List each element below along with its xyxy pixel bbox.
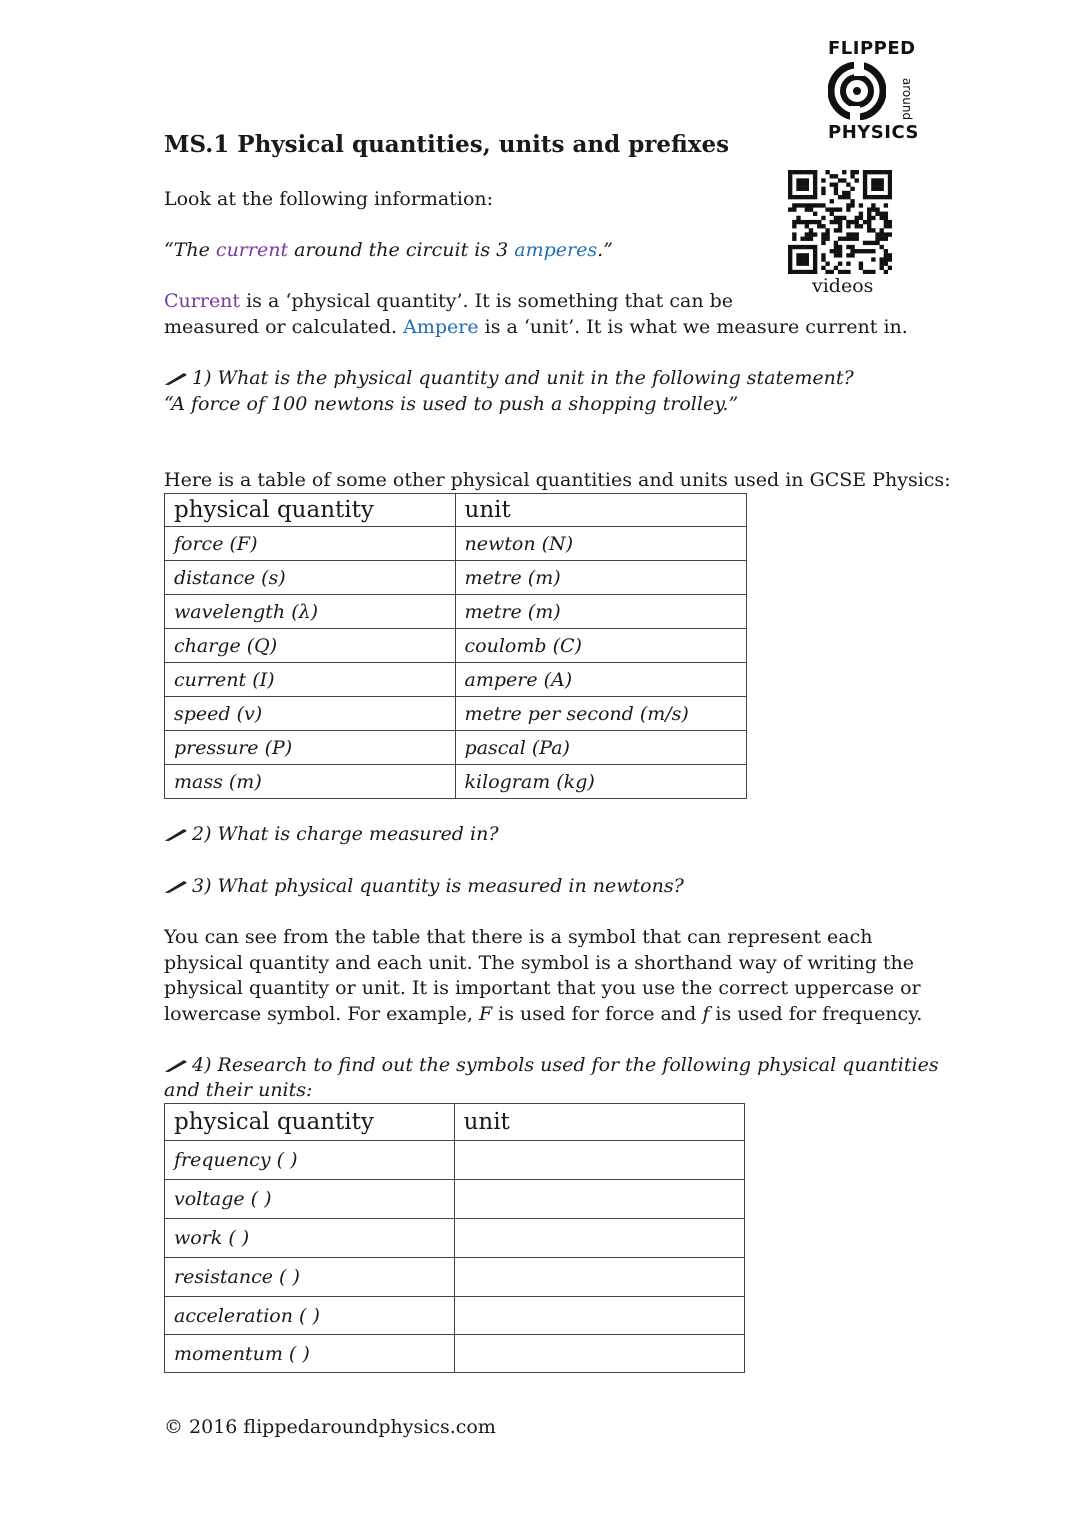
paragraph-l4b: is used for force and [492, 1003, 703, 1025]
unit-answer-cell[interactable] [454, 1335, 744, 1373]
unit-cell: ampere (A) [455, 663, 746, 697]
unit-answer-cell[interactable] [454, 1141, 744, 1180]
unit-answer-cell[interactable] [454, 1258, 744, 1297]
table-row [165, 629, 747, 663]
explain-line1-rest: is a ‘physical quantity’. It is something that can be [240, 290, 733, 312]
qr-label: videos [812, 275, 874, 297]
quote-amperes: amperes [514, 239, 598, 261]
explain-current: Current [164, 290, 241, 312]
question-3-text: 3) What physical quantity is measured in newtons? [192, 875, 684, 897]
question-4 [164, 1052, 939, 1078]
question-3 [164, 873, 684, 899]
question-4-line-2: and their units: [164, 1079, 313, 1101]
quantity-cell: voltage ( ) [165, 1180, 455, 1219]
question-1-line-2: “A force of 100 newtons is used to push a shopping trolley.” [164, 393, 739, 415]
question-4-line-1: 4) Research to find out the symbols used for the following physical quantities [192, 1054, 939, 1076]
explain-line-1 [164, 288, 733, 314]
table-row [165, 595, 747, 629]
unit-cell: metre (m) [455, 561, 746, 595]
explain-line-2 [164, 314, 908, 340]
header-physical-quantity: physical quantity [165, 1104, 455, 1141]
explain-line2-start: measured or calculated. [164, 316, 404, 338]
table-row [165, 731, 747, 765]
flipped-physics-logo [820, 38, 920, 148]
question-2-text: 2) What is charge measured in? [192, 823, 499, 845]
question-1-line-1: 1) What is the physical quantity and unit in the following statement? [192, 367, 854, 389]
pencil-icon [164, 1057, 190, 1073]
quantity-cell: mass (m) [165, 765, 456, 799]
unit-answer-cell[interactable] [454, 1297, 744, 1335]
question-1 [164, 365, 854, 391]
quantity-cell: current (I) [165, 663, 456, 697]
symbol-F: F [478, 1003, 493, 1025]
quantity-cell: speed (v) [165, 697, 456, 731]
table-row [165, 697, 747, 731]
table-row [165, 663, 747, 697]
table-row [165, 1219, 745, 1258]
quote-current: current [215, 239, 289, 261]
logo-text-top: FLIPPED [828, 38, 916, 59]
logo-text-side: around [900, 77, 915, 121]
unit-cell: metre (m) [455, 595, 746, 629]
table-header-row [165, 494, 747, 527]
pencil-icon [164, 826, 190, 842]
paragraph-l4c: is used for frequency. [709, 1003, 923, 1025]
table-row [165, 1335, 745, 1373]
explain-line2-rest: is a ‘unit’. It is what we measure current in. [478, 316, 908, 338]
quantity-cell: distance (s) [165, 561, 456, 595]
quote-text [164, 237, 613, 263]
table-row [165, 561, 747, 595]
table-row [165, 765, 747, 799]
quantity-cell: pressure (P) [165, 731, 456, 765]
table-row [165, 1297, 745, 1335]
unit-cell: pascal (Pa) [455, 731, 746, 765]
quote-open: “The [164, 239, 216, 261]
quantity-cell: frequency ( ) [165, 1141, 455, 1180]
quantity-cell: wavelength (λ) [165, 595, 456, 629]
table-row [165, 1258, 745, 1297]
header-unit: unit [455, 494, 746, 527]
pencil-icon [164, 370, 190, 386]
quantity-cell: force (F) [165, 527, 456, 561]
explain-ampere: Ampere [403, 316, 479, 338]
quantity-cell: charge (Q) [165, 629, 456, 663]
qr-code-icon[interactable] [788, 170, 892, 274]
paragraph-line-3: physical quantity or unit. It is important that you use the correct uppercase or [164, 977, 921, 999]
paragraph-line-1: You can see from the table that there is a symbol that can represent each [164, 926, 873, 948]
quote-mid: around the circuit is 3 [288, 239, 515, 261]
unit-answer-cell[interactable] [454, 1180, 744, 1219]
table-row [165, 1180, 745, 1219]
unit-answer-cell[interactable] [454, 1219, 744, 1258]
unit-cell: coulomb (C) [455, 629, 746, 663]
quantity-cell: resistance ( ) [165, 1258, 455, 1297]
intro-text: Look at the following information: [164, 188, 494, 210]
table-row [165, 1141, 745, 1180]
unit-cell: metre per second (m/s) [455, 697, 746, 731]
swirl-icon [828, 62, 886, 120]
page-title: MS.1 Physical quantities, units and prefixes [164, 131, 730, 158]
pencil-icon [164, 878, 190, 894]
table-row [165, 527, 747, 561]
logo-text-bottom: PHYSICS [828, 122, 919, 143]
footer-copyright[interactable]: © 2016 flippedaroundphysics.com [164, 1416, 496, 1438]
table-intro: Here is a table of some other physical quantities and units used in GCSE Physics: [164, 469, 951, 491]
paragraph-line-2: physical quantity and each unit. The symbol is a shorthand way of writing the [164, 952, 915, 974]
header-unit: unit [454, 1104, 744, 1141]
units-table [164, 493, 747, 799]
research-table [164, 1103, 745, 1373]
paragraph-l4a: lowercase symbol. For example, [164, 1003, 479, 1025]
quantity-cell: work ( ) [165, 1219, 455, 1258]
quote-close: .” [597, 239, 613, 261]
quantity-cell: momentum ( ) [165, 1335, 455, 1373]
paragraph-line-4 [164, 1001, 922, 1027]
symbol-f: f [702, 1003, 710, 1025]
quantity-cell: acceleration ( ) [165, 1297, 455, 1335]
unit-cell: kilogram (kg) [455, 765, 746, 799]
unit-cell: newton (N) [455, 527, 746, 561]
question-2 [164, 821, 499, 847]
table-header-row [165, 1104, 745, 1141]
header-physical-quantity: physical quantity [165, 494, 456, 527]
